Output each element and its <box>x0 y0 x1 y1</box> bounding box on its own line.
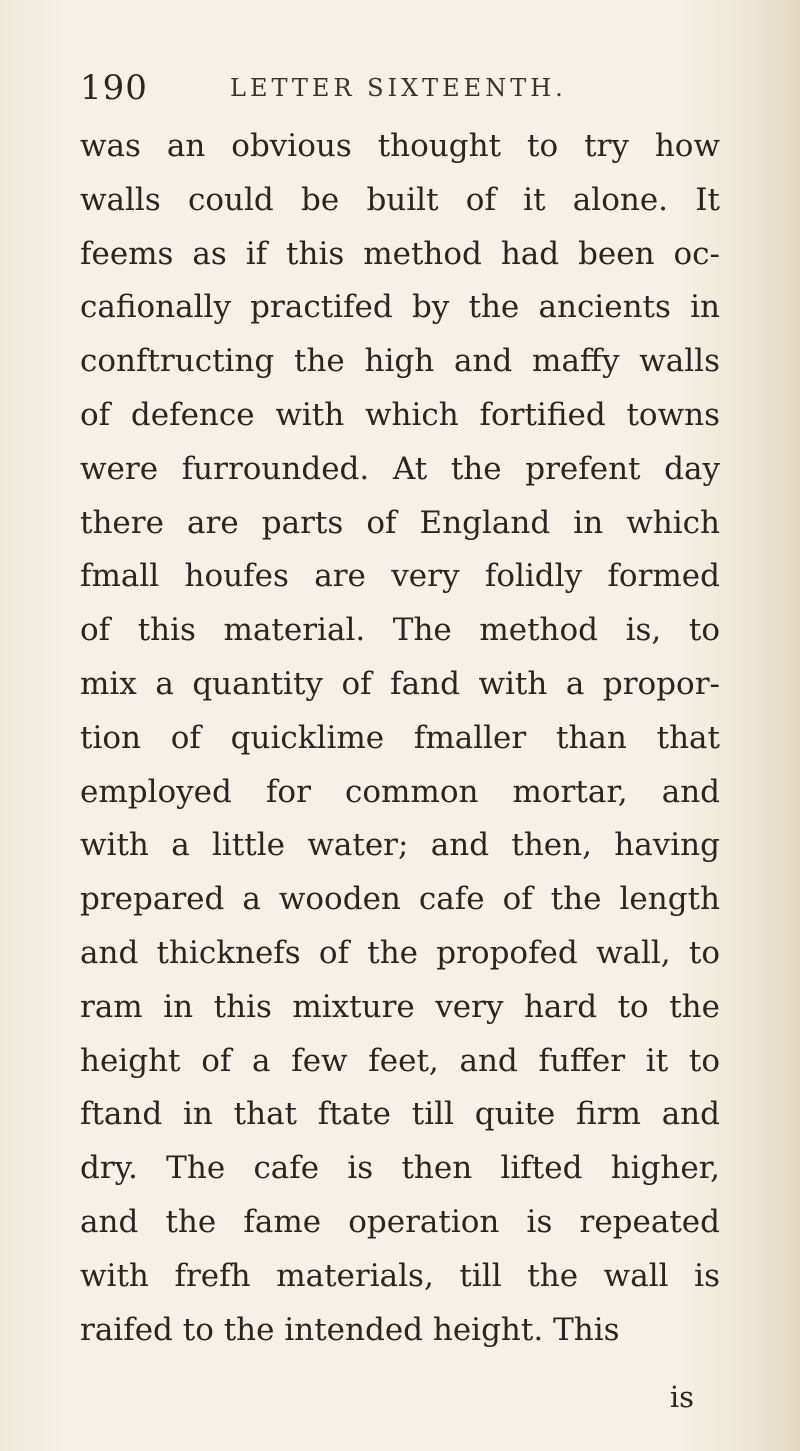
text-line: mix a quantity of fand with a propor- <box>80 665 720 702</box>
text-line: employed for common mortar, and <box>80 773 720 810</box>
text-line: there are parts of England in which <box>80 504 720 541</box>
page-number: 190 <box>80 68 148 108</box>
text-line: were furrounded. At the prefent day <box>80 450 720 487</box>
text-line: and thicknefs of the propofed wall, to <box>80 934 720 971</box>
text-line: prepared a wooden cafe of the length <box>80 881 720 918</box>
text-line: and the fame operation is repeated <box>80 1203 720 1240</box>
text-line: walls could be built of it alone. It <box>80 181 720 218</box>
text-line: cafionally practifed by the ancients in <box>80 289 720 326</box>
text-line: with a little water; and then, having <box>80 827 720 864</box>
body-text <box>80 120 720 1357</box>
text-line: feems as if this method had been oc- <box>80 235 720 272</box>
text-line: fmall houfes are very folidly formed <box>80 558 720 595</box>
running-head: LETTER SIXTEENTH. <box>230 74 567 102</box>
text-line: was an obvious thought to try how <box>80 128 720 164</box>
text-line: ram in this mixture very hard to the <box>80 988 720 1025</box>
text-line: of this material. The method is, to <box>80 612 720 649</box>
catchword: is <box>669 1380 694 1414</box>
text-line: of defence with which fortified towns <box>80 396 720 433</box>
text-line: dry. The cafe is then lifted higher, <box>80 1150 720 1187</box>
text-line: with frefh materials, till the wall is <box>80 1257 720 1294</box>
page-header <box>80 68 720 118</box>
text-line: raifed to the intended height. This <box>80 1311 620 1348</box>
text-line: tion of quicklime fmaller than that <box>80 719 720 756</box>
text-line: height of a few feet, and fuffer it to <box>80 1042 720 1079</box>
text-line: conftructing the high and maffy walls <box>80 343 720 380</box>
text-line: ftand in that ftate till quite firm and <box>80 1096 720 1133</box>
